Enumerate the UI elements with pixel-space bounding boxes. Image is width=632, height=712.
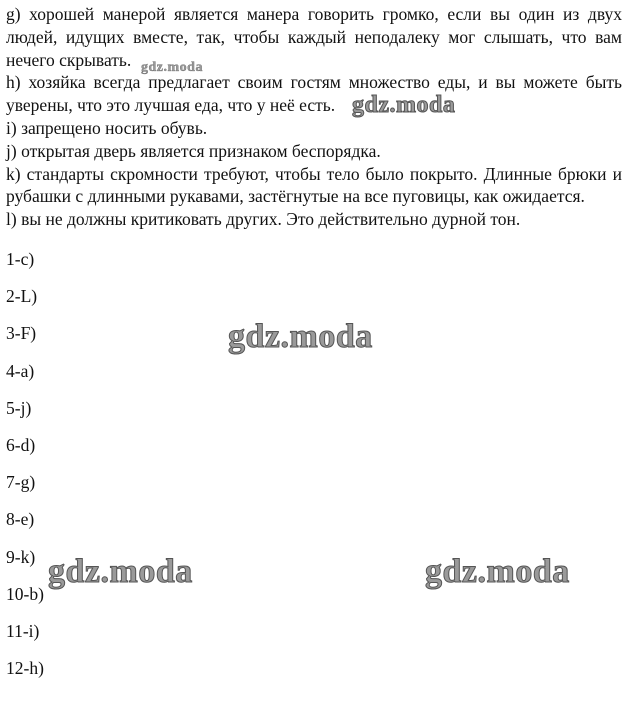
answer-item: 4-a) — [6, 360, 35, 381]
answer-item: 8-e) — [6, 509, 35, 530]
watermark: gdz.moda — [228, 318, 373, 355]
text-body — [6, 3, 622, 231]
answer-item: 11-i) — [6, 620, 40, 641]
answer-item: 5-j) — [6, 397, 32, 418]
watermark: gdz.moda — [425, 553, 570, 590]
paragraph-g: g) хорошей манерой является манера говорить громко, если вы один из двух людей, идущих вместе, так, чтобы каждый неподалеку мог слышать, что вам нечего скрывать. — [6, 4, 622, 70]
watermark: gdz.moda — [352, 92, 456, 118]
paragraph-i: i) запрещено носить обувь. — [6, 117, 208, 138]
answer-item: 7-g) — [6, 472, 36, 493]
paragraph-j: j) открытая дверь является признаком беспорядка. — [6, 140, 381, 161]
answer-item: 10-b) — [6, 583, 44, 604]
paragraph-h: h) хозяйка всегда предлагает своим гостям множество еды, и вы можете быть уверены, что это лучшая еда, что у неё есть. — [6, 72, 622, 116]
paragraph-k: k) стандарты скромности требуют, чтобы тело было покрыто. Длинные брюки и рубашки с длинными рукавами, застёгнутые на все пуговицы, как ожидается. — [6, 163, 622, 207]
paragraph-l: l) вы не должны критиковать других. Это действительно дурной тон. — [6, 209, 521, 230]
answer-item: 3-F) — [6, 323, 37, 344]
watermark: gdz.moda — [141, 60, 203, 75]
answer-item: 9-k) — [6, 546, 36, 567]
answer-item: 12-h) — [6, 658, 44, 679]
answer-item: 6-d) — [6, 434, 36, 455]
answer-item: 1-c) — [6, 249, 35, 269]
answer-list — [6, 241, 44, 687]
watermark: gdz.moda — [48, 553, 193, 590]
answer-item: 2-L) — [6, 286, 38, 307]
